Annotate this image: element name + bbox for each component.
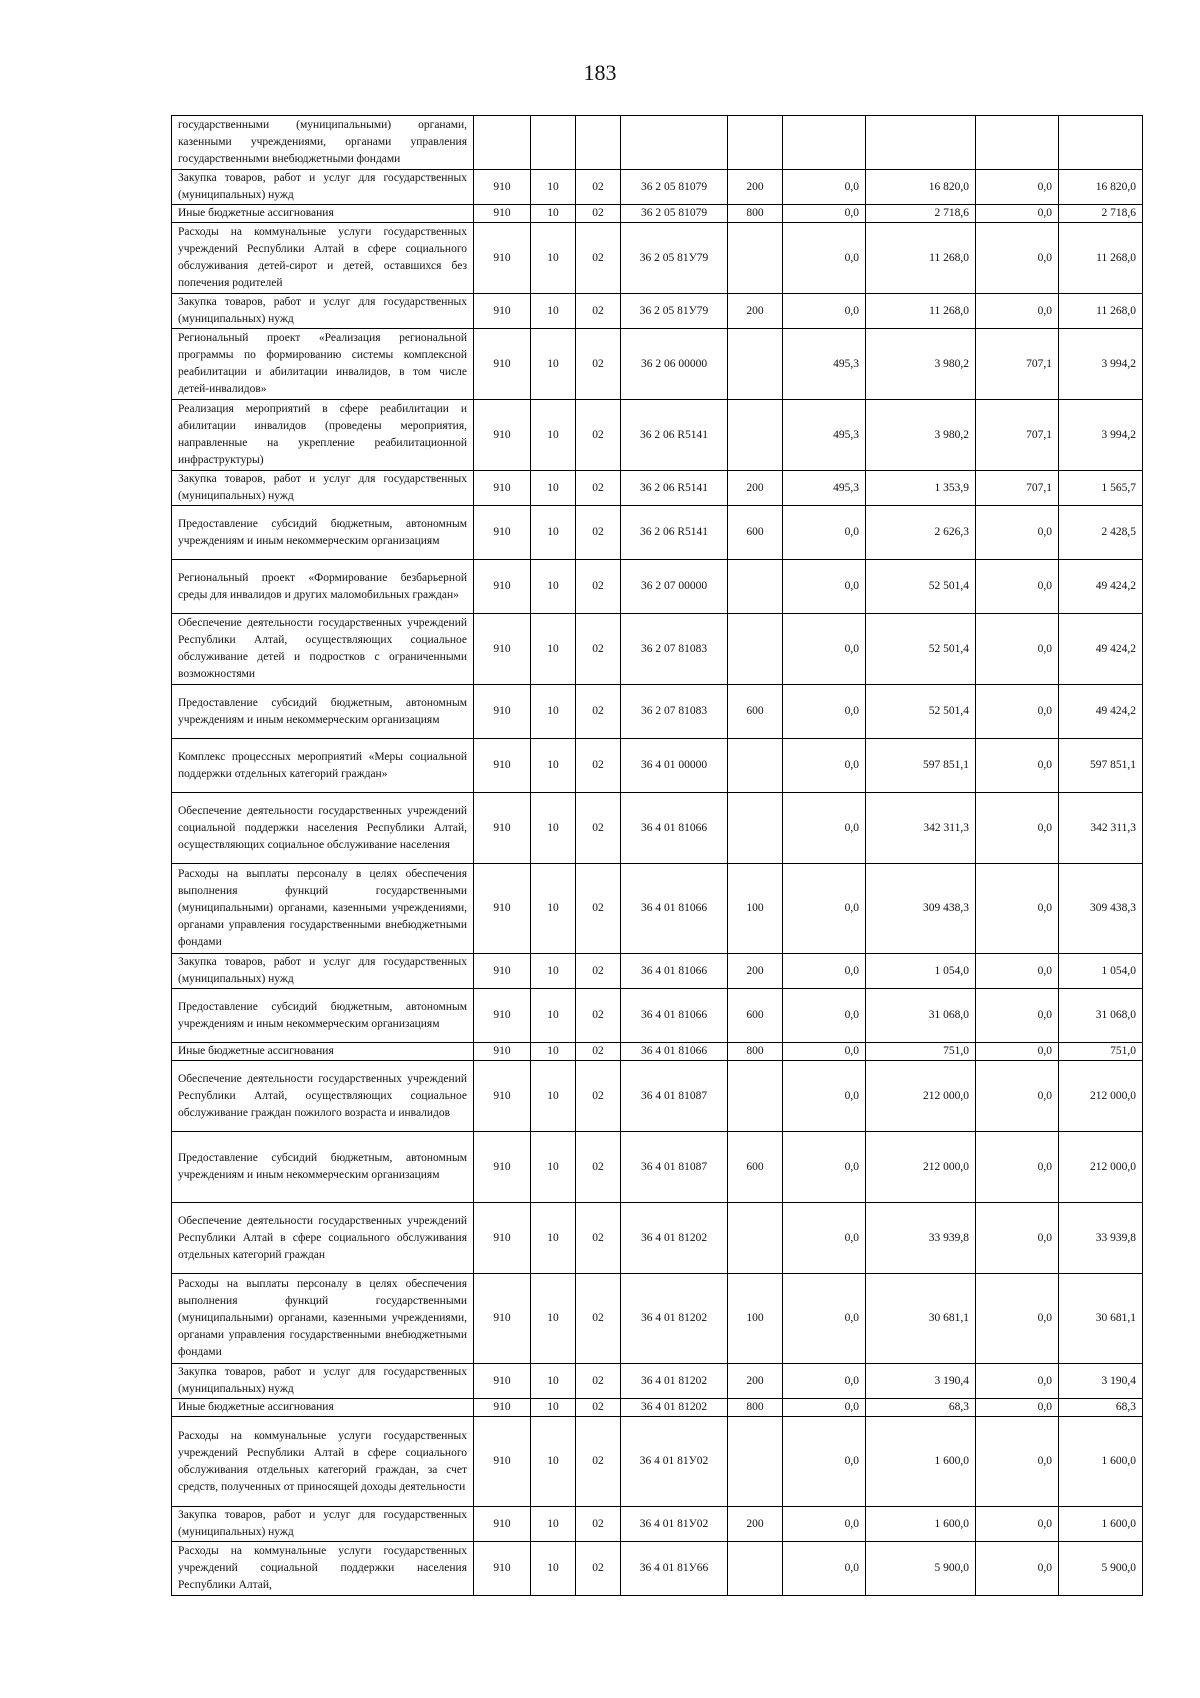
amount-1: 0,0 <box>783 560 866 614</box>
table-row <box>172 170 1143 205</box>
subsection-code: 02 <box>576 471 621 506</box>
target-article-code: 36 4 01 81У66 <box>621 1542 728 1596</box>
section-code: 10 <box>531 1399 576 1417</box>
table-row <box>172 205 1143 223</box>
subsection-code: 02 <box>576 1061 621 1132</box>
expense-type-code <box>728 793 783 864</box>
section-code: 10 <box>531 294 576 329</box>
subsection-code: 02 <box>576 685 621 739</box>
amount-4: 5 900,0 <box>1059 1542 1143 1596</box>
ministry-code: 910 <box>474 329 531 400</box>
amount-2: 212 000,0 <box>866 1061 976 1132</box>
section-code: 10 <box>531 739 576 793</box>
section-code: 10 <box>531 223 576 294</box>
table-row <box>172 1203 1143 1274</box>
target-article-code: 36 2 05 81У79 <box>621 223 728 294</box>
expense-type-code: 600 <box>728 685 783 739</box>
amount-3: 0,0 <box>976 1542 1059 1596</box>
row-description: Расходы на коммунальные услуги государственных учреждений социальной поддержки населения Республики Алтай, <box>172 1542 474 1596</box>
target-article-code: 36 4 01 81066 <box>621 793 728 864</box>
subsection-code: 02 <box>576 205 621 223</box>
table-row <box>172 864 1143 954</box>
expense-type-code <box>728 116 783 170</box>
row-description: Иные бюджетные ассигнования <box>172 1399 474 1417</box>
target-article-code: 36 4 01 81066 <box>621 954 728 989</box>
amount-4: 49 424,2 <box>1059 614 1143 685</box>
section-code: 10 <box>531 1043 576 1061</box>
amount-4: 3 994,2 <box>1059 329 1143 400</box>
table-row <box>172 400 1143 471</box>
expense-type-code: 200 <box>728 471 783 506</box>
subsection-code: 02 <box>576 223 621 294</box>
row-description: Расходы на коммунальные услуги государственных учреждений Республики Алтай в сфере социального обслуживания детей-сирот и детей, оставшихся без попечения родителей <box>172 223 474 294</box>
amount-4: 33 939,8 <box>1059 1203 1143 1274</box>
amount-4: 1 600,0 <box>1059 1507 1143 1542</box>
amount-4: 11 268,0 <box>1059 294 1143 329</box>
amount-4: 751,0 <box>1059 1043 1143 1061</box>
amount-3: 0,0 <box>976 1417 1059 1507</box>
ministry-code: 910 <box>474 989 531 1043</box>
table-row <box>172 294 1143 329</box>
amount-4: 342 311,3 <box>1059 793 1143 864</box>
ministry-code: 910 <box>474 205 531 223</box>
table-row <box>172 739 1143 793</box>
target-article-code: 36 4 01 81202 <box>621 1274 728 1364</box>
subsection-code: 02 <box>576 864 621 954</box>
row-description: Предоставление субсидий бюджетным, автономным учреждениям и иным некоммерческим организациям <box>172 989 474 1043</box>
amount-1: 0,0 <box>783 614 866 685</box>
section-code: 10 <box>531 685 576 739</box>
amount-2: 68,3 <box>866 1399 976 1417</box>
ministry-code: 910 <box>474 1203 531 1274</box>
ministry-code: 910 <box>474 685 531 739</box>
expense-type-code <box>728 223 783 294</box>
row-description: Расходы на выплаты персоналу в целях обеспечения выполнения функций государственными (муниципальными) органами, казенными учреждениями, органами управления государственными внебюджетными фондами <box>172 864 474 954</box>
amount-1: 0,0 <box>783 685 866 739</box>
amount-3: 0,0 <box>976 223 1059 294</box>
subsection-code: 02 <box>576 1507 621 1542</box>
amount-3: 0,0 <box>976 170 1059 205</box>
amount-1: 0,0 <box>783 1507 866 1542</box>
expense-type-code: 800 <box>728 205 783 223</box>
ministry-code: 910 <box>474 614 531 685</box>
amount-2: 751,0 <box>866 1043 976 1061</box>
ministry-code: 910 <box>474 1399 531 1417</box>
subsection-code: 02 <box>576 1364 621 1399</box>
section-code: 10 <box>531 1274 576 1364</box>
row-description: Предоставление субсидий бюджетным, автономным учреждениям и иным некоммерческим организациям <box>172 1132 474 1203</box>
amount-4: 1 565,7 <box>1059 471 1143 506</box>
amount-1: 0,0 <box>783 739 866 793</box>
amount-3: 707,1 <box>976 471 1059 506</box>
section-code: 10 <box>531 793 576 864</box>
row-description: Региональный проект «Формирование безбарьерной среды для инвалидов и других маломобильных граждан» <box>172 560 474 614</box>
amount-2: 11 268,0 <box>866 223 976 294</box>
expense-type-code: 600 <box>728 506 783 560</box>
amount-2: 1 054,0 <box>866 954 976 989</box>
table-row <box>172 1043 1143 1061</box>
row-description: Иные бюджетные ассигнования <box>172 1043 474 1061</box>
amount-1: 0,0 <box>783 1132 866 1203</box>
amount-1: 0,0 <box>783 294 866 329</box>
row-description: Иные бюджетные ассигнования <box>172 205 474 223</box>
table-row <box>172 329 1143 400</box>
amount-4: 212 000,0 <box>1059 1132 1143 1203</box>
amount-3: 0,0 <box>976 793 1059 864</box>
amount-4: 11 268,0 <box>1059 223 1143 294</box>
row-description: Закупка товаров, работ и услуг для государственных (муниципальных) нужд <box>172 294 474 329</box>
subsection-code: 02 <box>576 400 621 471</box>
amount-2: 342 311,3 <box>866 793 976 864</box>
subsection-code: 02 <box>576 1417 621 1507</box>
ministry-code: 910 <box>474 223 531 294</box>
row-description: Расходы на коммунальные услуги государственных учреждений Республики Алтай в сфере социального обслуживания отдельных категорий граждан, за счет средств, полученных от приносящей доходы деятельности <box>172 1417 474 1507</box>
row-description: Закупка товаров, работ и услуг для государственных (муниципальных) нужд <box>172 471 474 506</box>
target-article-code: 36 2 07 81083 <box>621 614 728 685</box>
amount-1: 495,3 <box>783 471 866 506</box>
subsection-code: 02 <box>576 560 621 614</box>
table-row <box>172 1061 1143 1132</box>
expense-type-code <box>728 1061 783 1132</box>
target-article-code: 36 2 06 R5141 <box>621 506 728 560</box>
amount-2: 1 353,9 <box>866 471 976 506</box>
amount-4: 3 994,2 <box>1059 400 1143 471</box>
section-code: 10 <box>531 1132 576 1203</box>
expense-type-code: 200 <box>728 1364 783 1399</box>
ministry-code <box>474 116 531 170</box>
table-row <box>172 685 1143 739</box>
amount-1: 0,0 <box>783 506 866 560</box>
expense-type-code: 800 <box>728 1043 783 1061</box>
amount-1: 0,0 <box>783 1061 866 1132</box>
target-article-code: 36 2 07 00000 <box>621 560 728 614</box>
table-row <box>172 1364 1143 1399</box>
ministry-code: 910 <box>474 1417 531 1507</box>
amount-4: 309 438,3 <box>1059 864 1143 954</box>
table-row <box>172 1417 1143 1507</box>
amount-2: 31 068,0 <box>866 989 976 1043</box>
amount-4: 16 820,0 <box>1059 170 1143 205</box>
amount-4: 3 190,4 <box>1059 1364 1143 1399</box>
ministry-code: 910 <box>474 1364 531 1399</box>
amount-3: 707,1 <box>976 329 1059 400</box>
target-article-code: 36 4 01 81087 <box>621 1061 728 1132</box>
ministry-code: 910 <box>474 471 531 506</box>
amount-4: 68,3 <box>1059 1399 1143 1417</box>
amount-2: 212 000,0 <box>866 1132 976 1203</box>
row-description: Закупка товаров, работ и услуг для государственных (муниципальных) нужд <box>172 954 474 989</box>
table-row <box>172 116 1143 170</box>
amount-1: 0,0 <box>783 170 866 205</box>
amount-1: 0,0 <box>783 1043 866 1061</box>
amount-3: 0,0 <box>976 864 1059 954</box>
section-code: 10 <box>531 329 576 400</box>
amount-3: 0,0 <box>976 989 1059 1043</box>
row-description: государственными (муниципальными) органами, казенными учреждениями, органами управления государственными внебюджетными фондами <box>172 116 474 170</box>
ministry-code: 910 <box>474 954 531 989</box>
expense-type-code: 600 <box>728 1132 783 1203</box>
subsection-code: 02 <box>576 506 621 560</box>
table-row <box>172 1274 1143 1364</box>
amount-1: 0,0 <box>783 954 866 989</box>
ministry-code: 910 <box>474 1132 531 1203</box>
amount-4: 31 068,0 <box>1059 989 1143 1043</box>
table-row <box>172 506 1143 560</box>
target-article-code <box>621 116 728 170</box>
expense-type-code: 200 <box>728 954 783 989</box>
expense-type-code: 200 <box>728 170 783 205</box>
row-description: Закупка товаров, работ и услуг для государственных (муниципальных) нужд <box>172 1364 474 1399</box>
amount-1: 0,0 <box>783 223 866 294</box>
amount-2: 3 190,4 <box>866 1364 976 1399</box>
amount-2: 16 820,0 <box>866 170 976 205</box>
row-description: Предоставление субсидий бюджетным, автономным учреждениям и иным некоммерческим организациям <box>172 506 474 560</box>
amount-3 <box>976 116 1059 170</box>
expense-type-code: 100 <box>728 1274 783 1364</box>
table-row <box>172 1132 1143 1203</box>
table-row <box>172 793 1143 864</box>
amount-1: 0,0 <box>783 1417 866 1507</box>
ministry-code: 910 <box>474 170 531 205</box>
amount-1: 495,3 <box>783 400 866 471</box>
target-article-code: 36 2 06 R5141 <box>621 471 728 506</box>
page-number: 183 <box>583 60 617 85</box>
amount-3: 0,0 <box>976 1061 1059 1132</box>
section-code <box>531 116 576 170</box>
ministry-code: 910 <box>474 506 531 560</box>
amount-1: 0,0 <box>783 864 866 954</box>
expense-type-code <box>728 400 783 471</box>
ministry-code: 910 <box>474 1542 531 1596</box>
target-article-code: 36 2 07 81083 <box>621 685 728 739</box>
target-article-code: 36 4 01 81202 <box>621 1399 728 1417</box>
target-article-code: 36 2 06 00000 <box>621 329 728 400</box>
amount-4: 212 000,0 <box>1059 1061 1143 1132</box>
section-code: 10 <box>531 954 576 989</box>
ministry-code: 910 <box>474 560 531 614</box>
table-row <box>172 1542 1143 1596</box>
table-row <box>172 471 1143 506</box>
row-description: Расходы на выплаты персоналу в целях обеспечения выполнения функций государственными (муниципальными) органами, казенными учреждениями, органами управления государственными внебюджетными фондами <box>172 1274 474 1364</box>
ministry-code: 910 <box>474 1061 531 1132</box>
amount-2: 33 939,8 <box>866 1203 976 1274</box>
ministry-code: 910 <box>474 864 531 954</box>
row-description: Предоставление субсидий бюджетным, автономным учреждениям и иным некоммерческим организациям <box>172 685 474 739</box>
section-code: 10 <box>531 1542 576 1596</box>
table-row <box>172 989 1143 1043</box>
row-description: Обеспечение деятельности государственных учреждений Республики Алтай, осуществляющих социальное обслуживание детей и подростков с ограниченными возможностями <box>172 614 474 685</box>
subsection-code <box>576 116 621 170</box>
target-article-code: 36 4 01 81У02 <box>621 1417 728 1507</box>
amount-2: 52 501,4 <box>866 614 976 685</box>
section-code: 10 <box>531 1061 576 1132</box>
table-row <box>172 1399 1143 1417</box>
target-article-code: 36 4 01 81087 <box>621 1132 728 1203</box>
ministry-code: 910 <box>474 793 531 864</box>
section-code: 10 <box>531 400 576 471</box>
amount-2: 2 626,3 <box>866 506 976 560</box>
amount-4: 49 424,2 <box>1059 560 1143 614</box>
subsection-code: 02 <box>576 1399 621 1417</box>
section-code: 10 <box>531 1203 576 1274</box>
table-row <box>172 954 1143 989</box>
amount-1: 0,0 <box>783 1274 866 1364</box>
amount-2: 5 900,0 <box>866 1542 976 1596</box>
expense-type-code <box>728 1542 783 1596</box>
row-description: Обеспечение деятельности государственных учреждений Республики Алтай, осуществляющих социальное обслуживание граждан пожилого возраста и инвалидов <box>172 1061 474 1132</box>
amount-4 <box>1059 116 1143 170</box>
expense-type-code <box>728 614 783 685</box>
section-code: 10 <box>531 1507 576 1542</box>
table-row <box>172 560 1143 614</box>
subsection-code: 02 <box>576 1043 621 1061</box>
budget-table <box>171 115 1143 1596</box>
target-article-code: 36 4 01 81066 <box>621 864 728 954</box>
amount-1: 0,0 <box>783 1364 866 1399</box>
target-article-code: 36 4 01 81У02 <box>621 1507 728 1542</box>
amount-1: 0,0 <box>783 1203 866 1274</box>
amount-1: 0,0 <box>783 989 866 1043</box>
subsection-code: 02 <box>576 329 621 400</box>
amount-3: 0,0 <box>976 1274 1059 1364</box>
amount-2: 3 980,2 <box>866 400 976 471</box>
row-description: Комплекс процессных мероприятий «Меры социальной поддержки отдельных категорий граждан» <box>172 739 474 793</box>
amount-4: 597 851,1 <box>1059 739 1143 793</box>
target-article-code: 36 4 01 81066 <box>621 1043 728 1061</box>
target-article-code: 36 4 01 00000 <box>621 739 728 793</box>
section-code: 10 <box>531 864 576 954</box>
amount-3: 0,0 <box>976 739 1059 793</box>
subsection-code: 02 <box>576 1203 621 1274</box>
amount-1: 495,3 <box>783 329 866 400</box>
section-code: 10 <box>531 614 576 685</box>
subsection-code: 02 <box>576 1542 621 1596</box>
amount-4: 49 424,2 <box>1059 685 1143 739</box>
ministry-code: 910 <box>474 739 531 793</box>
expense-type-code <box>728 560 783 614</box>
amount-1: 0,0 <box>783 205 866 223</box>
expense-type-code: 800 <box>728 1399 783 1417</box>
amount-3: 0,0 <box>976 954 1059 989</box>
amount-2: 2 718,6 <box>866 205 976 223</box>
ministry-code: 910 <box>474 400 531 471</box>
section-code: 10 <box>531 989 576 1043</box>
subsection-code: 02 <box>576 954 621 989</box>
amount-3: 0,0 <box>976 614 1059 685</box>
amount-2: 11 268,0 <box>866 294 976 329</box>
subsection-code: 02 <box>576 614 621 685</box>
target-article-code: 36 2 05 81079 <box>621 170 728 205</box>
amount-4: 2 718,6 <box>1059 205 1143 223</box>
amount-2: 1 600,0 <box>866 1417 976 1507</box>
amount-4: 1 600,0 <box>1059 1417 1143 1507</box>
ministry-code: 910 <box>474 294 531 329</box>
target-article-code: 36 2 06 R5141 <box>621 400 728 471</box>
amount-3: 0,0 <box>976 205 1059 223</box>
amount-2: 309 438,3 <box>866 864 976 954</box>
subsection-code: 02 <box>576 739 621 793</box>
row-description: Закупка товаров, работ и услуг для государственных (муниципальных) нужд <box>172 1507 474 1542</box>
amount-3: 0,0 <box>976 560 1059 614</box>
amount-3: 0,0 <box>976 506 1059 560</box>
amount-2 <box>866 116 976 170</box>
amount-3: 0,0 <box>976 1507 1059 1542</box>
section-code: 10 <box>531 1417 576 1507</box>
amount-2: 52 501,4 <box>866 560 976 614</box>
amount-2: 30 681,1 <box>866 1274 976 1364</box>
subsection-code: 02 <box>576 989 621 1043</box>
amount-3: 0,0 <box>976 1132 1059 1203</box>
expense-type-code: 100 <box>728 864 783 954</box>
target-article-code: 36 4 01 81202 <box>621 1364 728 1399</box>
section-code: 10 <box>531 1364 576 1399</box>
ministry-code: 910 <box>474 1274 531 1364</box>
amount-3: 0,0 <box>976 685 1059 739</box>
table-row <box>172 614 1143 685</box>
subsection-code: 02 <box>576 793 621 864</box>
amount-1: 0,0 <box>783 793 866 864</box>
amount-4: 1 054,0 <box>1059 954 1143 989</box>
amount-3: 0,0 <box>976 1399 1059 1417</box>
row-description: Обеспечение деятельности государственных учреждений Республики Алтай в сфере социального обслуживания отдельных категорий граждан <box>172 1203 474 1274</box>
target-article-code: 36 4 01 81066 <box>621 989 728 1043</box>
ministry-code: 910 <box>474 1507 531 1542</box>
amount-2: 3 980,2 <box>866 329 976 400</box>
amount-1: 0,0 <box>783 1542 866 1596</box>
expense-type-code: 200 <box>728 1507 783 1542</box>
expense-type-code: 200 <box>728 294 783 329</box>
subsection-code: 02 <box>576 1274 621 1364</box>
section-code: 10 <box>531 506 576 560</box>
amount-3: 0,0 <box>976 1364 1059 1399</box>
section-code: 10 <box>531 471 576 506</box>
subsection-code: 02 <box>576 294 621 329</box>
amount-2: 1 600,0 <box>866 1507 976 1542</box>
row-description: Обеспечение деятельности государственных учреждений социальной поддержки населения Республики Алтай, осуществляющих социальное обслуживание населения <box>172 793 474 864</box>
ministry-code: 910 <box>474 1043 531 1061</box>
expense-type-code <box>728 1417 783 1507</box>
amount-3: 0,0 <box>976 1043 1059 1061</box>
row-description: Реализация мероприятий в сфере реабилитации и абилитации инвалидов (проведены мероприятия, направленные на укрепление реабилитационной инфраструктуры) <box>172 400 474 471</box>
amount-1: 0,0 <box>783 1399 866 1417</box>
amount-2: 597 851,1 <box>866 739 976 793</box>
target-article-code: 36 2 05 81У79 <box>621 294 728 329</box>
subsection-code: 02 <box>576 1132 621 1203</box>
subsection-code: 02 <box>576 170 621 205</box>
amount-2: 52 501,4 <box>866 685 976 739</box>
expense-type-code <box>728 329 783 400</box>
amount-4: 30 681,1 <box>1059 1274 1143 1364</box>
amount-3: 707,1 <box>976 400 1059 471</box>
table-row <box>172 1507 1143 1542</box>
expense-type-code: 600 <box>728 989 783 1043</box>
expense-type-code <box>728 739 783 793</box>
row-description: Региональный проект «Реализация региональной программы по формированию системы комплексной реабилитации и абилитации инвалидов, в том числе детей-инвалидов» <box>172 329 474 400</box>
row-description: Закупка товаров, работ и услуг для государственных (муниципальных) нужд <box>172 170 474 205</box>
target-article-code: 36 4 01 81202 <box>621 1203 728 1274</box>
target-article-code: 36 2 05 81079 <box>621 205 728 223</box>
amount-3: 0,0 <box>976 294 1059 329</box>
section-code: 10 <box>531 170 576 205</box>
expense-type-code <box>728 1203 783 1274</box>
amount-4: 2 428,5 <box>1059 506 1143 560</box>
section-code: 10 <box>531 205 576 223</box>
amount-3: 0,0 <box>976 1203 1059 1274</box>
amount-1 <box>783 116 866 170</box>
table-row <box>172 223 1143 294</box>
section-code: 10 <box>531 560 576 614</box>
